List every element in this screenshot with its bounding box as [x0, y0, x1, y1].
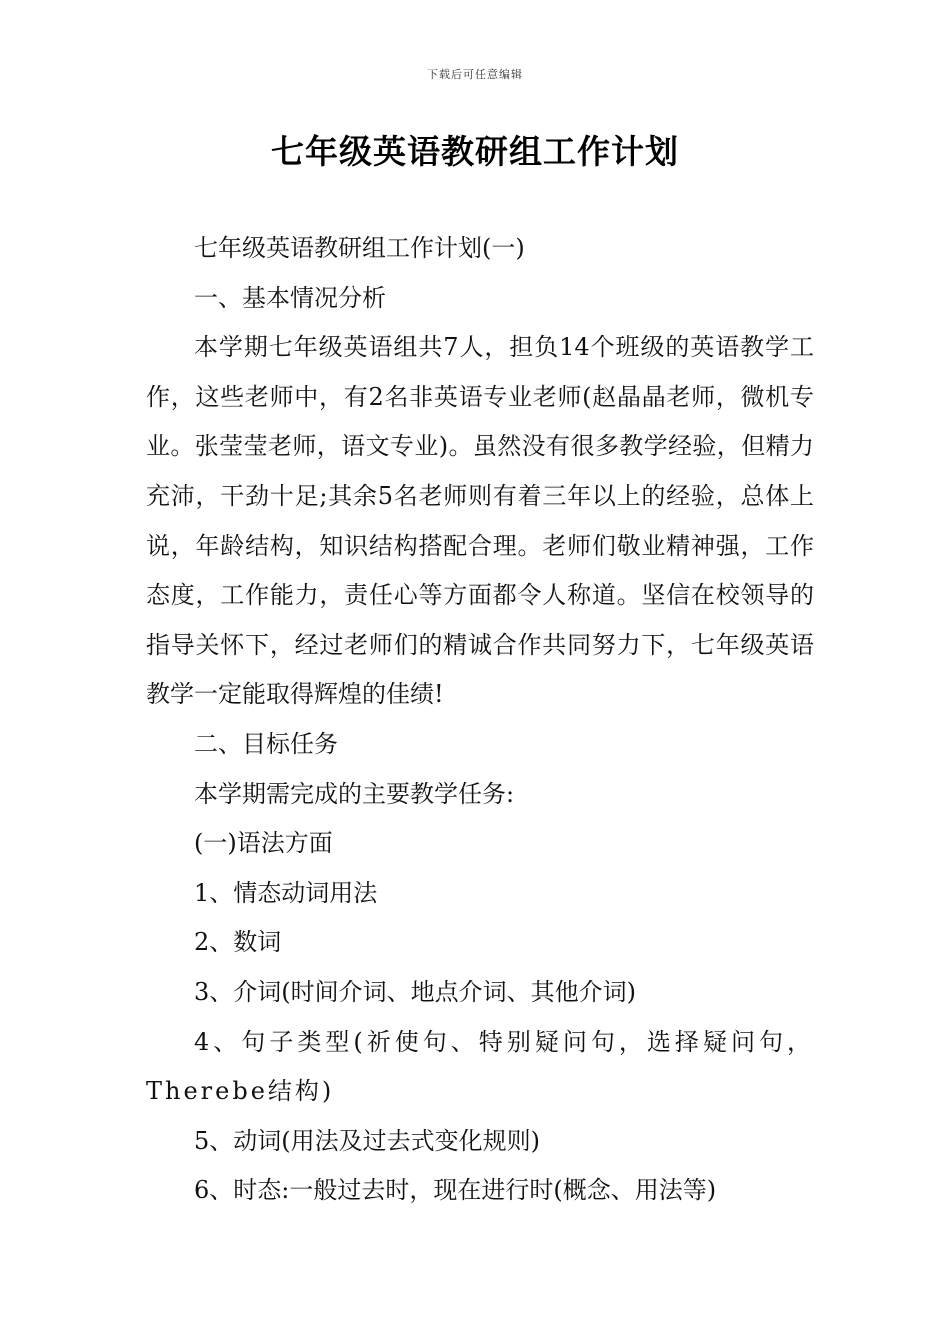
- header-note: 下载后可任意编辑: [427, 68, 523, 81]
- analysis-paragraph: 本学期七年级英语组共7人，担负14个班级的英语教学工作，这些老师中，有2名非英语专业老师(赵晶晶老师，微机专业。张莹莹老师，语文专业)。虽然没有很多教学经验，但精力充沛，干劲十足;其余5名老师则有着三年以上的经验，总体上说，年龄结构，知识结构搭配合理。老师们敬业精神强，工作态度，工作能力，责任心等方面都令人称道。坚信在校领导的指导关怀下，经过老师们的精诚合作共同努力下，七年级英语教学一定能取得辉煌的佳绩!: [146, 333, 814, 709]
- list-item-prepositions: 3、介词(时间介词、地点介词、其他介词): [194, 977, 636, 1006]
- list-item-tenses: 6、时态:一般过去时，现在进行时(概念、用法等): [194, 1176, 717, 1205]
- tasks-intro-paragraph: 本学期需完成的主要教学任务:: [194, 779, 515, 808]
- subheading-grammar: (一)语法方面: [194, 829, 333, 858]
- section-heading-basic-analysis: 一、基本情况分析: [194, 283, 386, 312]
- section-heading-goals: 二、目标任务: [194, 729, 338, 758]
- document-title: 七年级英语教研组工作计划: [271, 132, 679, 171]
- list-item-modal-verbs: 1、情态动词用法: [194, 878, 378, 907]
- list-item-verbs: 5、动词(用法及过去式变化规则): [194, 1126, 540, 1155]
- subtitle-paragraph: 七年级英语教研组工作计划(一): [194, 234, 525, 262]
- list-item-sentence-types: 4、句子类型(祈使句、特别疑问句，选择疑问句，Therebe结构): [146, 1027, 814, 1106]
- list-item-numerals: 2、数词: [194, 928, 282, 957]
- document-body: [146, 224, 814, 1216]
